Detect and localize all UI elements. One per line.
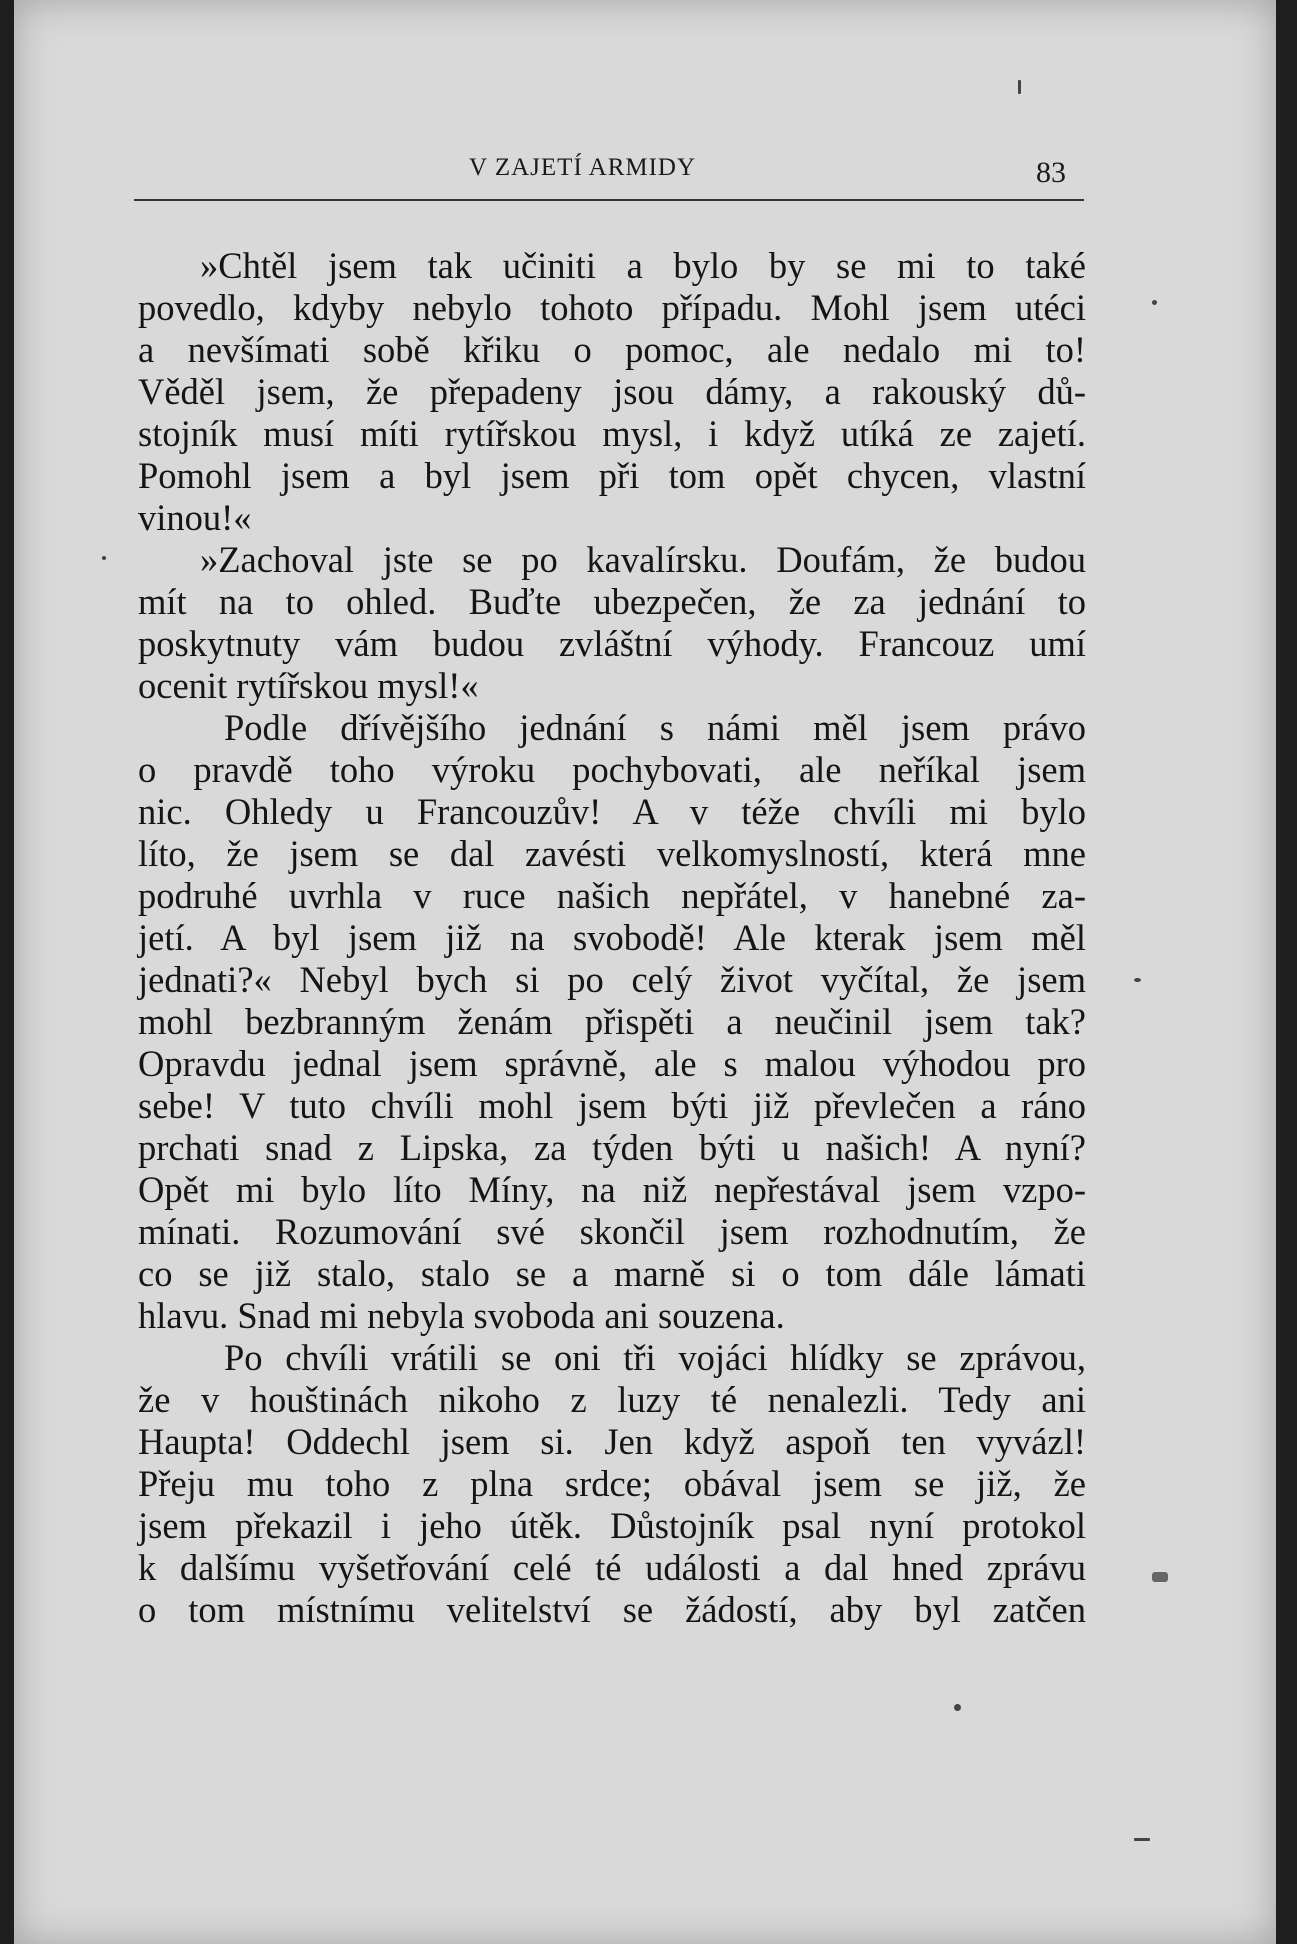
running-title: V ZAJETÍ ARMIDY — [469, 154, 697, 181]
text-line: hlavu. Snad mi nebyla svoboda ani souzena. — [138, 1295, 785, 1336]
text-line: Přeju mu toho z plna srdce; obával jsem se již, že — [138, 1463, 1086, 1504]
paragraph — [138, 245, 1086, 539]
page-header — [134, 150, 1084, 200]
print-speck — [954, 1704, 961, 1711]
text-line: »Chtěl jsem tak učiniti a bylo by se mi to také — [200, 245, 1086, 286]
text-line: Haupta! Oddechl jsem si. Jen když aspoň ten vyvázl! — [138, 1421, 1086, 1462]
paragraph — [138, 539, 1086, 707]
text-line: Po chvíli vrátili se oni tři vojáci hlídky se zprávou, — [224, 1337, 1086, 1378]
page-number: 83 — [1036, 156, 1066, 189]
text-line: sebe! V tuto chvíli mohl jsem býti již převlečen a ráno — [138, 1085, 1086, 1126]
scan-right-edge — [1276, 0, 1297, 1944]
print-speck — [1134, 1838, 1150, 1841]
print-speck — [1134, 978, 1141, 982]
text-line: jetí. A byl jsem již na svobodě! Ale kterak jsem měl — [138, 917, 1086, 958]
paragraph — [138, 707, 1086, 1337]
text-line: co se již stalo, stalo se a marně si o tom dále lámati — [138, 1253, 1086, 1294]
print-speck — [1018, 80, 1021, 94]
body-text — [138, 245, 1086, 1631]
text-line: poskytnuty vám budou zvláštní výhody. Francouz umí — [138, 623, 1086, 664]
text-line: a nevšímati sobě křiku o pomoc, ale nedalo mi to! — [138, 329, 1086, 370]
text-line: Opravdu jednal jsem správně, ale s malou výhodou pro — [138, 1043, 1086, 1084]
text-line: Podle dřívějšího jednání s námi měl jsem právo — [224, 707, 1086, 748]
text-line: jsem překazil i jeho útěk. Důstojník psal nyní protokol — [138, 1505, 1086, 1546]
text-line: líto, že jsem se dal zavésti velkomyslností, která mne — [138, 833, 1086, 874]
paragraph — [138, 1337, 1086, 1631]
text-line: podruhé uvrhla v ruce našich nepřátel, v hanebné za- — [138, 875, 1086, 916]
book-page — [14, 0, 1276, 1944]
text-line: mohl bezbranným ženám přispěti a neučinil jsem tak? — [138, 1001, 1086, 1042]
text-line: k dalšímu vyšetřování celé té události a dal hned zprávu — [138, 1547, 1086, 1588]
text-line: že v houštinách nikoho z luzy té nenalezli. Tedy ani — [138, 1379, 1086, 1420]
text-line: Věděl jsem, že přepadeny jsou dámy, a rakouský dů- — [138, 371, 1086, 412]
print-speck — [102, 556, 106, 560]
text-line: o pravdě toho výroku pochybovati, ale neříkal jsem — [138, 749, 1086, 790]
text-line: »Zachoval jste se po kavalírsku. Doufám, že budou — [200, 539, 1086, 580]
text-line: mít na to ohled. Buďte ubezpečen, že za jednání to — [138, 581, 1086, 622]
scan-left-edge — [0, 0, 14, 1944]
text-line: prchati snad z Lipska, za týden býti u našich! A nyní? — [138, 1127, 1086, 1168]
text-line: stojník musí míti rytířskou mysl, i když utíká ze zajetí. — [138, 413, 1086, 454]
text-line: nic. Ohledy u Francouzův! A v téže chvíli mi bylo — [138, 791, 1086, 832]
text-line: ocenit rytířskou mysl!« — [138, 665, 479, 706]
text-line: Pomohl jsem a byl jsem při tom opět chycen, vlastní — [138, 455, 1086, 496]
print-speck — [1152, 300, 1157, 305]
text-line: jednati?« Nebyl bych si po celý život vyčítal, že jsem — [138, 959, 1086, 1000]
header-rule — [134, 199, 1084, 201]
text-line: mínati. Rozumování své skončil jsem rozhodnutím, že — [138, 1211, 1086, 1252]
text-line: vinou!« — [138, 497, 252, 538]
text-line: Opět mi bylo líto Míny, na niž nepřestával jsem vzpo- — [138, 1169, 1086, 1210]
text-line: o tom místnímu velitelství se žádostí, aby byl zatčen — [138, 1589, 1086, 1630]
print-speck — [1152, 1572, 1168, 1582]
text-line: povedlo, kdyby nebylo tohoto případu. Mohl jsem utéci — [138, 287, 1086, 328]
